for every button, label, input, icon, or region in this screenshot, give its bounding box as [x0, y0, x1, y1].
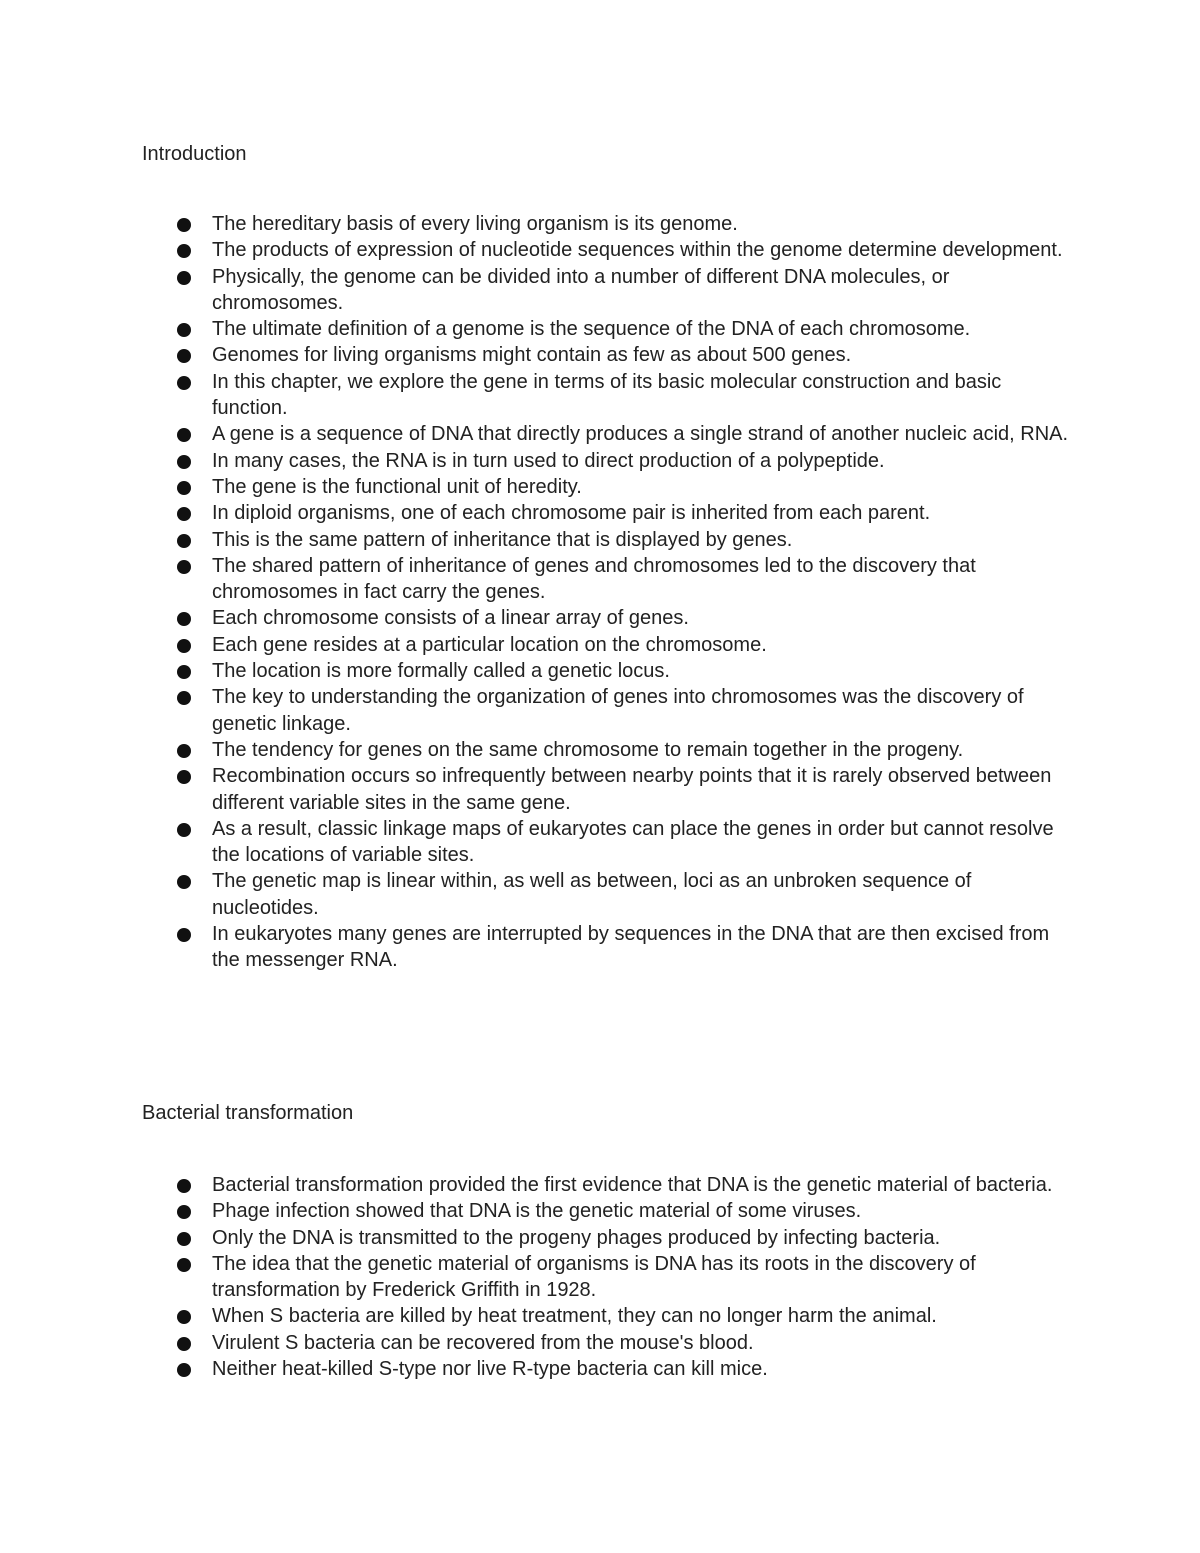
list-item-text: The hereditary basis of every living organism is its genome.: [212, 213, 738, 235]
bullet-icon: [177, 1179, 191, 1193]
list-item-text: The gene is the functional unit of heredity.: [212, 475, 582, 498]
bullet-icon: [177, 1205, 191, 1219]
list-item-text: The idea that the genetic material of organisms is DNA has its roots in the discovery of transformation by Frederick Griffith in 1928.: [212, 1252, 976, 1302]
list-item: [142, 658, 1072, 684]
list-item-text: In diploid organisms, one of each chromosome pair is inherited from each parent.: [212, 502, 931, 525]
bullet-icon: [177, 875, 191, 889]
bullet-icon: [177, 323, 191, 337]
bullet-icon: [177, 481, 191, 495]
bullet-list-bacterial-transformation: [142, 1172, 1072, 1382]
bullet-icon: [177, 349, 191, 363]
bullet-icon: [177, 1310, 191, 1324]
bullet-icon: [177, 428, 191, 442]
list-item: [142, 1172, 1072, 1198]
list-item-text: Bacterial transformation provided the first evidence that DNA is the genetic material of bacteria.: [212, 1174, 1053, 1196]
list-item-text: Neither heat-killed S-type nor live R-type bacteria can kill mice.: [212, 1358, 768, 1381]
list-item: [142, 763, 1072, 816]
list-item-text: Each chromosome consists of a linear array of genes.: [212, 607, 689, 630]
list-item-text: Only the DNA is transmitted to the progeny phages produced by infecting bacteria.: [212, 1226, 941, 1249]
bullet-icon: [177, 770, 191, 784]
list-item-text: In eukaryotes many genes are interrupted by sequences in the DNA that are then excised from the messenger RNA.: [212, 923, 1050, 972]
list-item-text: Phage infection showed that DNA is the genetic material of some viruses.: [212, 1200, 862, 1223]
bullet-icon: [177, 612, 191, 626]
list-item: [142, 868, 1072, 921]
list-item: [142, 632, 1072, 658]
list-item-text: The ultimate definition of a genome is the sequence of the DNA of each chromosome.: [212, 318, 971, 341]
list-item: [142, 448, 1072, 474]
list-item: [142, 342, 1072, 368]
bullet-icon: [177, 507, 191, 521]
bullet-icon: [177, 244, 191, 258]
bullet-icon: [177, 534, 191, 548]
list-item: [142, 264, 1072, 317]
list-item: [142, 211, 1072, 237]
bullet-icon: [177, 1363, 191, 1377]
list-item-text: Genomes for living organisms might contain as few as about 500 genes.: [212, 344, 852, 367]
section-heading-bacterial-transformation: Bacterial transformation: [142, 1102, 354, 1124]
list-item: [142, 553, 1072, 606]
list-item: [142, 1330, 1072, 1356]
list-item: [142, 1251, 1072, 1304]
list-item: [142, 527, 1072, 553]
list-item: [142, 1225, 1072, 1251]
bullet-icon: [177, 1337, 191, 1351]
bullet-icon: [177, 1258, 191, 1272]
bullet-list-introduction: [142, 211, 1072, 974]
list-item: [142, 605, 1072, 631]
list-item-text: Recombination occurs so infrequently between nearby points that it is rarely observed between different variable sites in the same gene.: [212, 765, 1052, 814]
list-item-text: Virulent S bacteria can be recovered from the mouse's blood.: [212, 1331, 754, 1354]
list-item: [142, 500, 1072, 526]
bullet-icon: [177, 271, 191, 285]
list-item-text: The shared pattern of inheritance of genes and chromosomes led to the discovery that chromosomes in fact carry the genes.: [212, 554, 976, 604]
list-item-text: Each gene resides at a particular location on the chromosome.: [212, 633, 767, 656]
bullet-icon: [177, 928, 191, 942]
list-item: [142, 474, 1072, 500]
list-item: [142, 1303, 1072, 1329]
list-item-text: In many cases, the RNA is in turn used to direct production of a polypeptide.: [212, 449, 885, 472]
list-item-text: The tendency for genes on the same chromosome to remain together in the progeny.: [212, 738, 964, 761]
list-item: [142, 1198, 1072, 1224]
list-item-text: The products of expression of nucleotide sequences within the genome determine development.: [212, 239, 1063, 262]
list-item-text: This is the same pattern of inheritance that is displayed by genes.: [212, 528, 793, 551]
list-item-text: As a result, classic linkage maps of eukaryotes can place the genes in order but cannot resolve the locations of variable sites.: [212, 817, 1054, 867]
bullet-icon: [177, 1232, 191, 1246]
list-item: [142, 1356, 1072, 1382]
list-item: [142, 921, 1072, 974]
section-heading-introduction: Introduction: [142, 143, 247, 165]
list-item-text: A gene is a sequence of DNA that directly produces a single strand of another nucleic acid, RNA.: [212, 423, 1069, 446]
list-item-text: In this chapter, we explore the gene in terms of its basic molecular construction and basic function.: [212, 370, 1002, 420]
bullet-icon: [177, 665, 191, 679]
list-item: [142, 421, 1072, 447]
list-item: [142, 816, 1072, 869]
bullet-icon: [177, 691, 191, 705]
list-item-text: The key to understanding the organization of genes into chromosomes was the discovery of genetic linkage.: [212, 686, 1024, 735]
list-item-text: The location is more formally called a genetic locus.: [212, 660, 670, 683]
list-item: [142, 369, 1072, 422]
list-item-text: Physically, the genome can be divided into a number of different DNA molecules, or chromosomes.: [212, 265, 950, 314]
list-item-text: The genetic map is linear within, as well as between, loci as an unbroken sequence of nucleotides.: [212, 870, 972, 919]
bullet-icon: [177, 823, 191, 837]
bullet-icon: [177, 744, 191, 758]
bullet-icon: [177, 376, 191, 390]
bullet-icon: [177, 455, 191, 469]
bullet-icon: [177, 560, 191, 574]
list-item-text: When S bacteria are killed by heat treatment, they can no longer harm the animal.: [212, 1305, 937, 1328]
bullet-icon: [177, 218, 191, 232]
bullet-icon: [177, 639, 191, 653]
list-item: [142, 684, 1072, 737]
list-item: [142, 737, 1072, 763]
list-item: [142, 316, 1072, 342]
list-item: [142, 237, 1072, 263]
